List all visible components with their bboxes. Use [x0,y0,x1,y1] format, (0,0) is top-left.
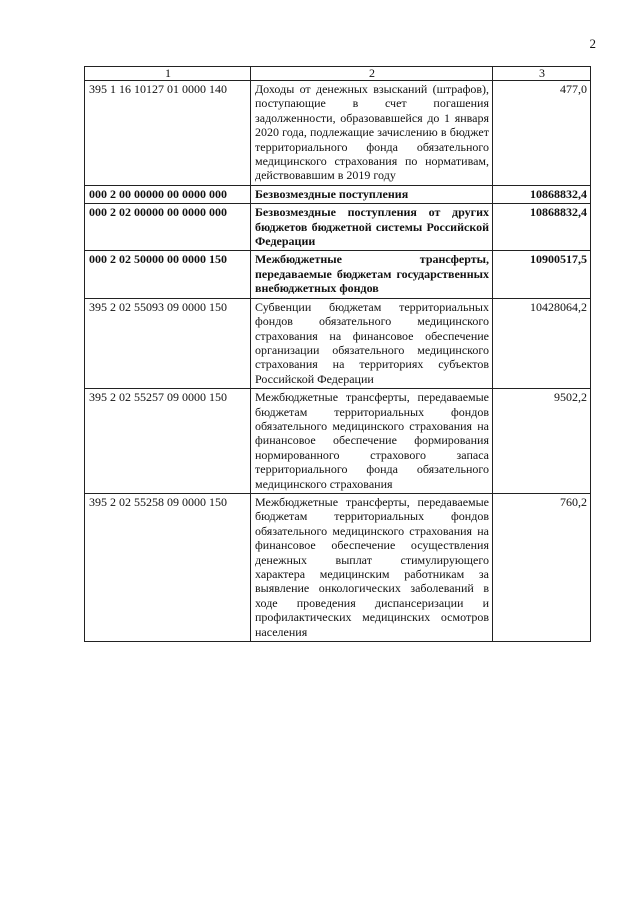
row-name: Доходы от денежных взысканий (штрафов), поступающие в счет погашения задолженности, образовавшейся до 1 января 2020 года, подлежащие зачислению в бюджет территориального фонда обязательного медицинского страхования по нормативам, действовавшим в 2019 году [251,81,493,186]
column-header-code: 1 [85,67,251,81]
row-code: 395 2 02 55093 09 0000 150 [85,298,251,388]
column-header-sum: 3 [493,67,591,81]
table-row [85,81,591,186]
table-row [85,251,591,298]
row-code: 000 2 00 00000 00 0000 000 [85,185,251,203]
revenue-table [84,66,591,642]
row-name: Межбюджетные трансферты, передаваемые бюджетам государственных внебюджетных фондов [251,251,493,298]
column-header-name: 2 [251,67,493,81]
row-name: Субвенции бюджетам территориальных фондов обязательного медицинского страхования на финансовое обеспечение организации обязательного медицинского страхования на территориях субъектов Российской Федерации [251,298,493,388]
row-sum: 10868832,4 [493,185,591,203]
table-row [85,298,591,388]
row-sum: 10868832,4 [493,204,591,251]
row-code: 000 2 02 50000 00 0000 150 [85,251,251,298]
row-code: 395 2 02 55257 09 0000 150 [85,389,251,494]
row-sum: 10900517,5 [493,251,591,298]
row-code: 000 2 02 00000 00 0000 000 [85,204,251,251]
row-name: Межбюджетные трансферты, передаваемые бюджетам территориальных фондов обязательного медицинского страхования на финансовое обеспечение осуществления денежных выплат стимулирующего характера медицинским работникам за выявление онкологических заболеваний в ходе проведения диспансеризации и профилактических медицинских осмотров населения [251,493,493,641]
row-code: 395 1 16 10127 01 0000 140 [85,81,251,186]
row-name: Безвозмездные поступления от других бюджетов бюджетной системы Российской Федерации [251,204,493,251]
page-number: 2 [589,36,596,51]
row-name: Безвозмездные поступления [251,185,493,203]
table-row [85,389,591,494]
row-sum: 9502,2 [493,389,591,494]
row-sum: 477,0 [493,81,591,186]
row-sum: 10428064,2 [493,298,591,388]
table-row [85,204,591,251]
table-row [85,185,591,203]
row-code: 395 2 02 55258 09 0000 150 [85,493,251,641]
row-sum: 760,2 [493,493,591,641]
row-name: Межбюджетные трансферты, передаваемые бюджетам территориальных фондов обязательного медицинского страхования на финансовое обеспечение формирования нормированного страхового запаса территориального фонда обязательного медицинского страхования [251,389,493,494]
table-header-row [85,67,591,81]
table-row [85,493,591,641]
